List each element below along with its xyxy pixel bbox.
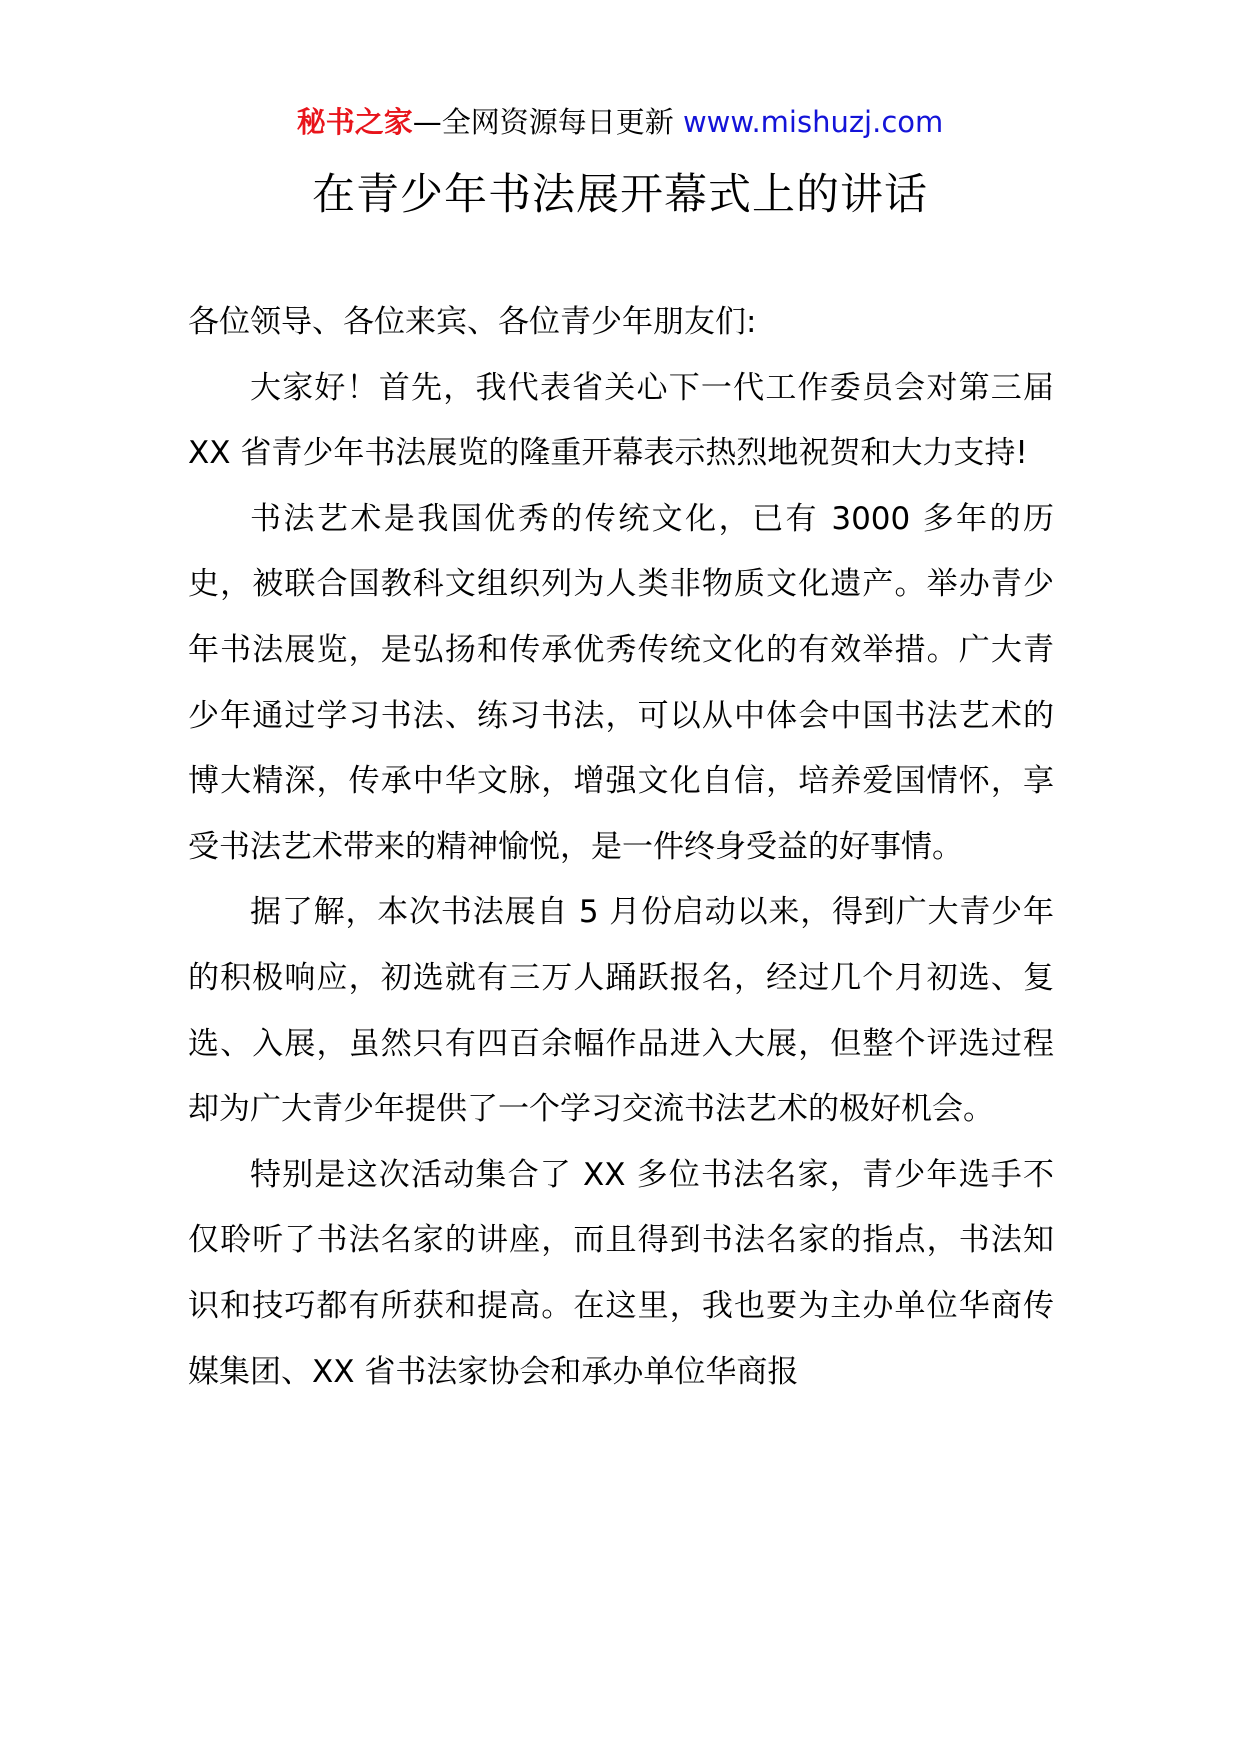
body-paragraph: 据了解，本次书法展自 5 月份启动以来，得到广大青少年的积极响应，初选就有三万人踊跃报名，经过几个月初选、复选、入展，虽然只有四百余幅作品进入大展，但整个评选过程却为广大青少年提供了一个学习交流书法艺术的极好机会。: [188, 894, 1054, 1128]
document-title: 在青少年书法展开幕式上的讲话: [312, 170, 928, 220]
site-banner: [0, 100, 1240, 144]
body-paragraph: 书法艺术是我国优秀的传统文化，已有 3000 多年的历史，被联合国教科文组织列为人类非物质文化遗产。举办青少年书法展览，是弘扬和传承优秀传统文化的有效举措。广大青少年通过学习书法、练习书法，可以从中体会中国书法艺术的博大精深，传承中华文脉，增强文化自信，培养爱国情怀，享受书法艺术带来的精神愉悦，是一件终身受益的好事情。: [188, 500, 1054, 865]
banner-tagline: —全网资源每日更新: [412, 105, 683, 139]
site-url-link[interactable]: www.mishuzj.com: [682, 105, 944, 139]
salutation: 各位领导、各位来宾、各位青少年朋友们:: [188, 304, 757, 340]
body-paragraph: 特别是这次活动集合了 XX 多位书法名家，青少年选手不仅聆听了书法名家的讲座，而且得到书法名家的指点，书法知识和技巧都有所获和提高。在这里，我也要为主办单位华商传媒集团、XX 省书法家协会和承办单位华商报: [188, 1156, 1054, 1390]
brand-name: 秘书之家: [296, 105, 413, 139]
document-body: [188, 290, 1054, 1405]
body-paragraph: 大家好！首先，我代表省关心下一代工作委员会对第三届 XX 省青少年书法展览的隆重开幕表示热烈地祝贺和大力支持!: [188, 369, 1054, 472]
